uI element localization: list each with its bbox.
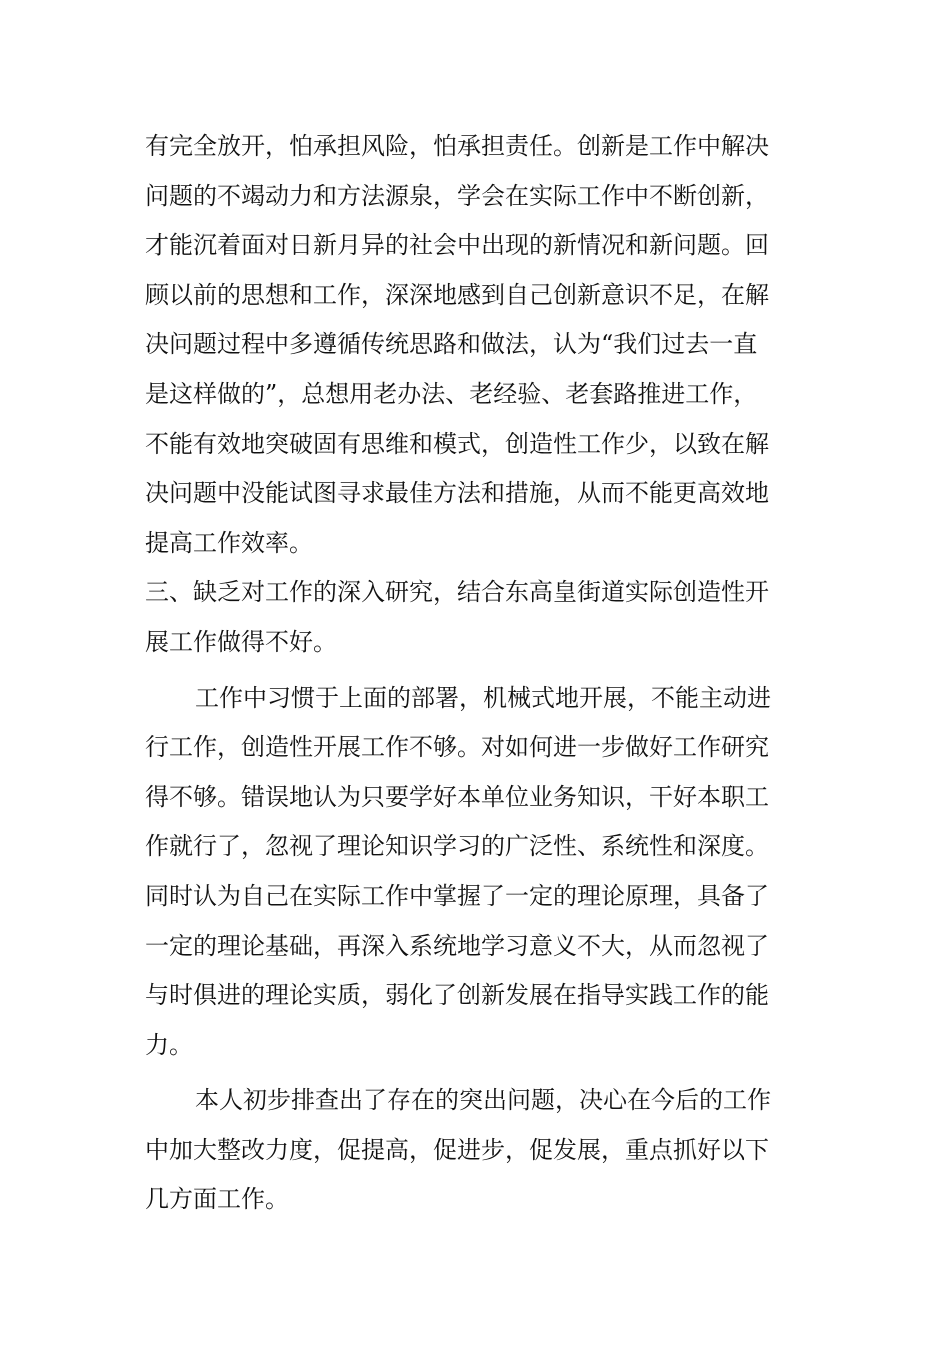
text-line: 行工作，创造性开展工作不够。对如何进一步做好工作研究 [145,733,769,762]
paragraph-innovation [145,122,769,568]
text-line: 决问题中没能试图寻求最佳方法和措施，从而不能更高效地 [145,479,769,508]
text-line: 有完全放开，怕承担风险，怕承担责任。创新是工作中解决 [145,132,769,160]
text-line: 本人初步排查出了存在的突出问题，决心在今后的工作 [195,1086,771,1115]
heading-line: 展工作做得不好。 [145,627,337,656]
text-line: 同时认为自己在实际工作中掌握了一定的理论原理，具备了 [145,881,769,910]
text-line: 中加大整改力度，促提高，促进步，促发展，重点抓好以下 [145,1135,769,1164]
text-line: 提高工作效率。 [145,528,313,557]
paragraph-research [145,674,771,1071]
text-line: 得不够。错误地认为只要学好本单位业务知识，干好本职工 [145,782,769,811]
document-body [145,122,771,1225]
text-line: 顾以前的思想和工作，深深地感到自己创新意识不足，在解 [145,280,769,309]
text-line: 工作中习惯于上面的部署，机械式地开展，不能主动进 [195,683,771,712]
section-heading-three [145,568,769,667]
text-line: 决问题过程中多遵循传统思路和做法，认为“我们过去一直 [145,330,758,359]
text-line: 一定的理论基础，再深入系统地学习意义不大，从而忽视了 [145,931,769,960]
text-line: 作就行了，忽视了理论知识学习的广泛性、系统性和深度。 [145,832,769,861]
text-line: 力。 [145,1030,193,1059]
heading-line: 三、缺乏对工作的深入研究，结合东高皇街道实际创造性开 [145,578,769,607]
text-line: 几方面工作。 [145,1185,289,1214]
text-line: 不能有效地突破固有思维和模式，创造性工作少，以致在解 [145,429,769,458]
text-line: 问题的不竭动力和方法源泉，学会在实际工作中不断创新， [145,181,769,210]
text-line: 与时俱进的理论实质，弱化了创新发展在指导实践工作的能 [145,981,769,1010]
text-line: 才能沉着面对日新月异的社会中出现的新情况和新问题。回 [145,231,769,260]
paragraph-resolution [145,1076,771,1225]
text-line: 是这样做的”，总想用老办法、老经验、老套路推进工作， [145,379,758,408]
